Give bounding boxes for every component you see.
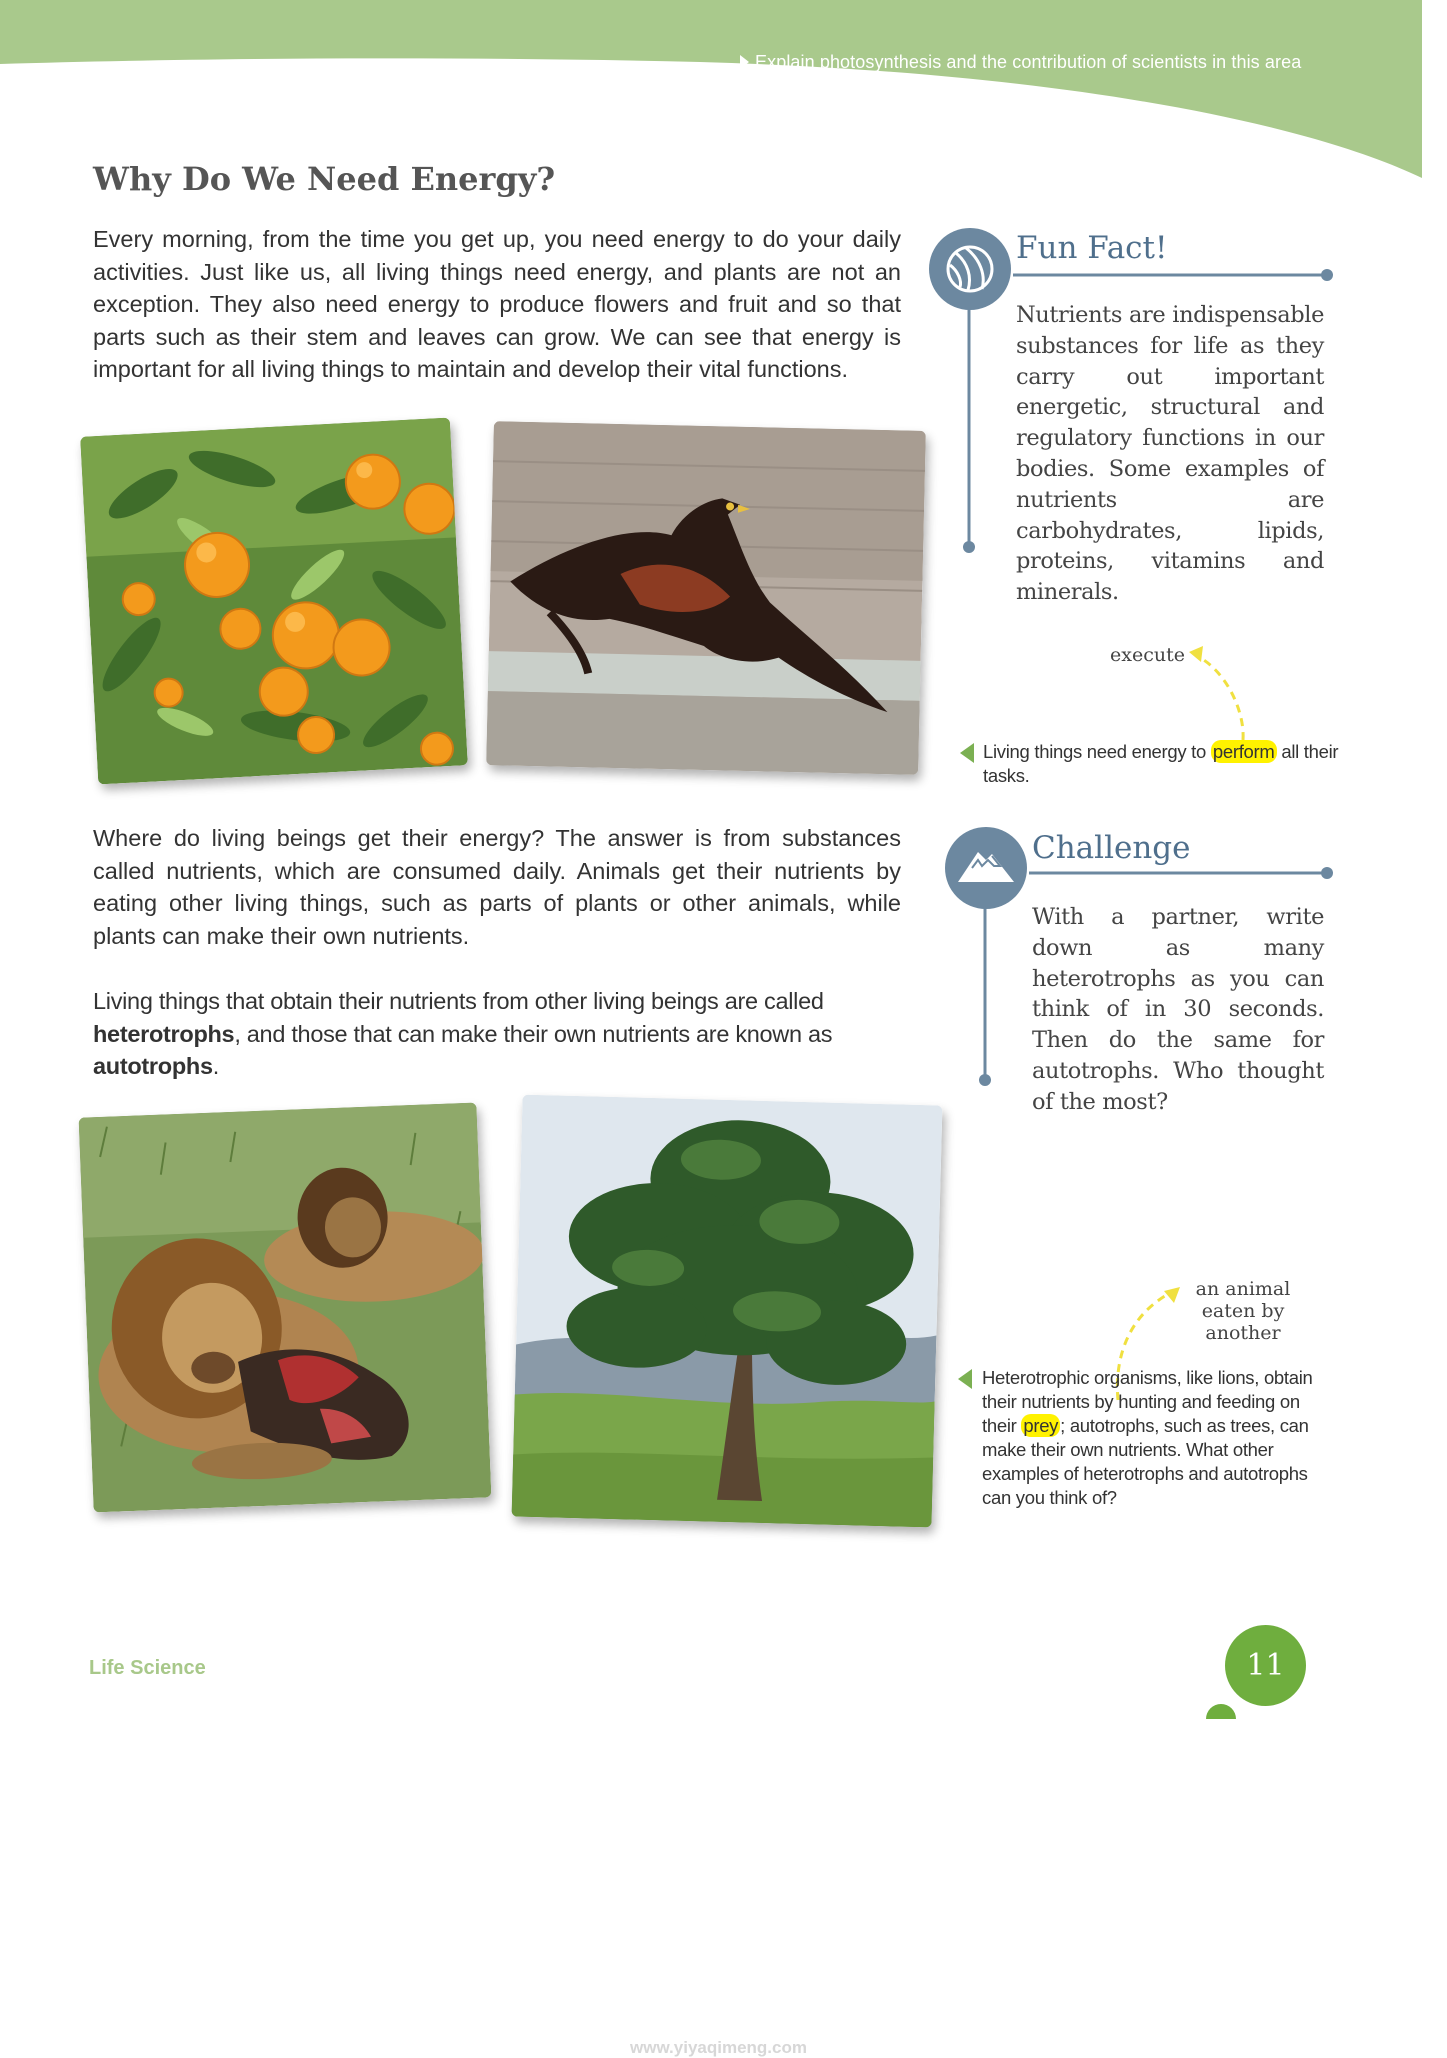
caption-2-text-end: ; autotrophs, such as trees, can make their own nutrients. What other examples of heterotrophs and autotrophs can you think of? bbox=[982, 1415, 1309, 1508]
page-number-badge bbox=[1225, 1625, 1306, 1706]
caption-pointer-icon bbox=[960, 743, 974, 763]
page-badge-dot bbox=[1206, 1704, 1236, 1719]
challenge-text: With a partner, write down as many heterotrophs as you can think of in 30 seconds. Then do the same for autotrophs. Who thought of the most? bbox=[1032, 904, 1324, 1115]
section-title: Why Do We Need Energy? bbox=[93, 160, 556, 198]
gloss-arrow-icon bbox=[1185, 640, 1265, 750]
highlight-prey: prey bbox=[1023, 1415, 1059, 1436]
paragraph-3-text-end: . bbox=[212, 1053, 219, 1079]
caption-1-text-end: all their tasks. bbox=[983, 741, 1339, 786]
fun-fact-text: Nutrients are indispensable substances for life as they carry out important energetic, structural and regulatory functions in our bodies. Some examples of nutrients are carbohydrates, lipids, proteins, vitamins and minerals. bbox=[1016, 302, 1324, 606]
photo-pine-tree bbox=[512, 1095, 943, 1528]
term-autotrophs: autotrophs bbox=[93, 1053, 213, 1079]
caption-2-text: Heterotrophic organisms, like lions, obtain their nutrients by hunting and feeding on their bbox=[982, 1367, 1313, 1436]
paragraph-3-text: Living things that obtain their nutrients from other living beings are called bbox=[93, 988, 824, 1014]
photo-flying-hawk bbox=[486, 421, 926, 775]
learning-objective-text: Explain photosynthesis and the contribution of scientists in this area bbox=[755, 52, 1302, 72]
mountain-icon bbox=[944, 826, 1028, 910]
footer-subject-label: Life Science bbox=[89, 1657, 206, 1679]
caption-1-text: Living things need energy to bbox=[983, 741, 1211, 762]
ball-icon bbox=[928, 227, 1012, 311]
photo-orange-tree bbox=[80, 418, 468, 785]
watermark: www.yiyaqimeng.com bbox=[630, 2038, 807, 2057]
gloss-prey-definition: an animal eaten by another bbox=[1195, 1278, 1291, 1344]
caption-pointer-icon bbox=[958, 1369, 972, 1389]
paragraph-nutrients: Where do living beings get their energy? The answer is from substances called nutrients, which are consumed daily. Animals get their nutrients by eating other living things, such as parts of plants or other animals, while plants can make their own nutrients. bbox=[93, 825, 901, 949]
caption-heterotrophs-autotrophs bbox=[982, 1366, 1322, 1510]
paragraph-heterotrophs-autotrophs bbox=[93, 985, 901, 1083]
photo-lions-feeding bbox=[79, 1103, 492, 1513]
caption-energy-tasks bbox=[983, 740, 1343, 788]
paragraph-3-text-middle: , and those that can make their own nutrients are known as bbox=[234, 1020, 833, 1047]
gloss-execute: execute bbox=[1110, 644, 1185, 666]
learning-objective bbox=[740, 52, 1300, 73]
page-number: 11 bbox=[1246, 1648, 1285, 1683]
triangle-bullet-icon bbox=[740, 55, 749, 69]
challenge-title: Challenge bbox=[1032, 830, 1191, 866]
term-heterotrophs: heterotrophs bbox=[93, 1020, 235, 1047]
fun-fact-title: Fun Fact! bbox=[1016, 230, 1168, 266]
paragraph-energy-needs: Every morning, from the time you get up, you need energy to do your daily activities. Just like us, all living things need energy, and plants are not an exception. They also need energy to produce flowers and fruit and so that parts such as their stem and leaves can grow. We can see that energy is important for all living things to maintain and develop their vital functions. bbox=[93, 226, 901, 382]
highlight-perform: perform bbox=[1212, 741, 1275, 762]
